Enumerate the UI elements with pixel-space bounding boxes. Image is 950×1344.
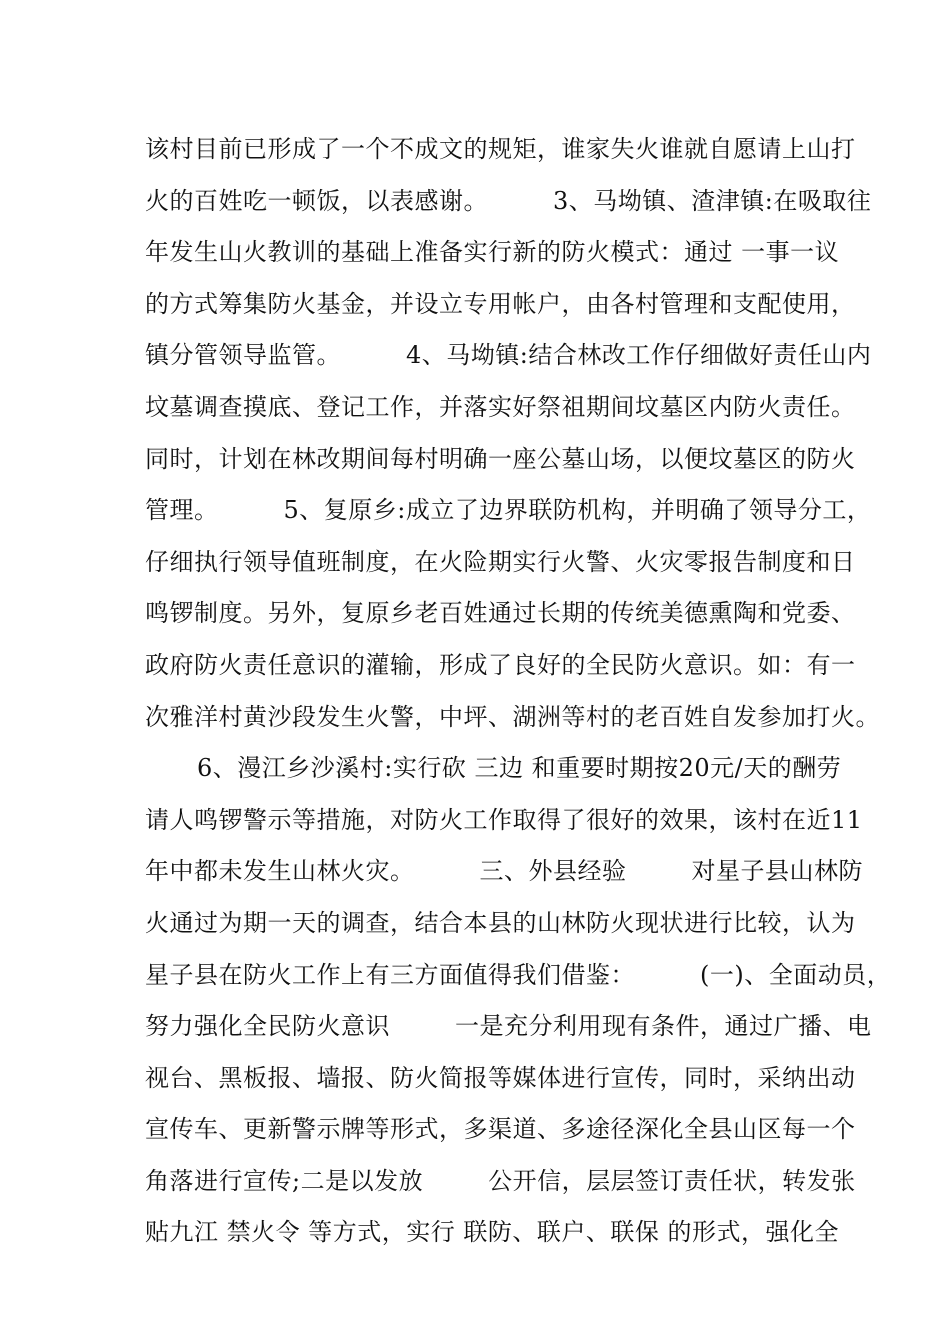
- text-line-9: 仔细执行领导值班制度，在火险期实行火警、火灾零报告制度和日: [145, 547, 856, 576]
- text-line-5: 镇分管领导监管。 4、马坳镇:结合林改工作仔细做好责任山内: [145, 341, 872, 370]
- text-line-16: 火通过为期一天的调查，结合本县的山林防火现状进行比较，认为: [145, 908, 856, 937]
- text-line-13: 6、漫江乡沙溪村:实行砍 三边 和重要时期按20元/天的酬劳: [197, 754, 842, 783]
- text-line-2: 火的百姓吃一顿饭，以表感谢。 3、马坳镇、渣津镇:在吸取往: [145, 186, 872, 215]
- text-line-21: 角落进行宣传;二是以发放 公开信，层层签订责任状，转发张: [145, 1166, 856, 1195]
- text-line-15: 年中都未发生山林火灾。 三、外县经验 对星子县山林防: [145, 857, 864, 886]
- body-text: [145, 124, 892, 1259]
- text-line-17: 星子县在防火工作上有三方面值得我们借鉴： (一)、全面动员，: [145, 960, 892, 989]
- text-line-20: 宣传车、更新警示牌等形式，多渠道、多途径深化全县山区每一个: [145, 1115, 856, 1144]
- text-line-22: 贴九江 禁火令 等方式，实行 联防、联户、联保 的形式，强化全: [145, 1218, 840, 1247]
- text-line-8: 管理。 5、复原乡:成立了边界联防机构，并明确了领导分工，: [145, 496, 872, 525]
- text-line-6: 坟墓调查摸底、登记工作，并落实好祭祖期间坟墓区内防火责任。: [145, 392, 856, 421]
- text-line-4: 的方式筹集防火基金，并设立专用帐户，由各村管理和支配使用，: [145, 289, 856, 318]
- text-line-3: 年发生山火教训的基础上准备实行新的防火模式：通过 一事一议: [145, 238, 840, 267]
- text-line-1: 该村目前已形成了一个不成文的规矩，谁家失火谁就自愿请上山打: [145, 135, 856, 163]
- text-line-7: 同时，计划在林改期间每村明确一座公墓山场，以便坟墓区的防火: [145, 444, 856, 473]
- text-line-14: 请人鸣锣警示等措施，对防火工作取得了很好的效果，该村在近11: [145, 805, 863, 834]
- text-line-18: 努力强化全民防火意识 一是充分利用现有条件，通过广播、电: [145, 1012, 872, 1041]
- text-line-11: 政府防火责任意识的灌输，形成了良好的全民防火意识。如：有一: [145, 650, 856, 679]
- text-line-12: 次雅洋村黄沙段发生火警，中坪、湖洲等村的老百姓自发参加打火。: [145, 702, 880, 731]
- text-line-10: 鸣锣制度。另外，复原乡老百姓通过长期的传统美德熏陶和党委、: [145, 599, 856, 628]
- text-line-19: 视台、黑板报、墙报、防火简报等媒体进行宣传，同时，采纳出动: [145, 1063, 856, 1092]
